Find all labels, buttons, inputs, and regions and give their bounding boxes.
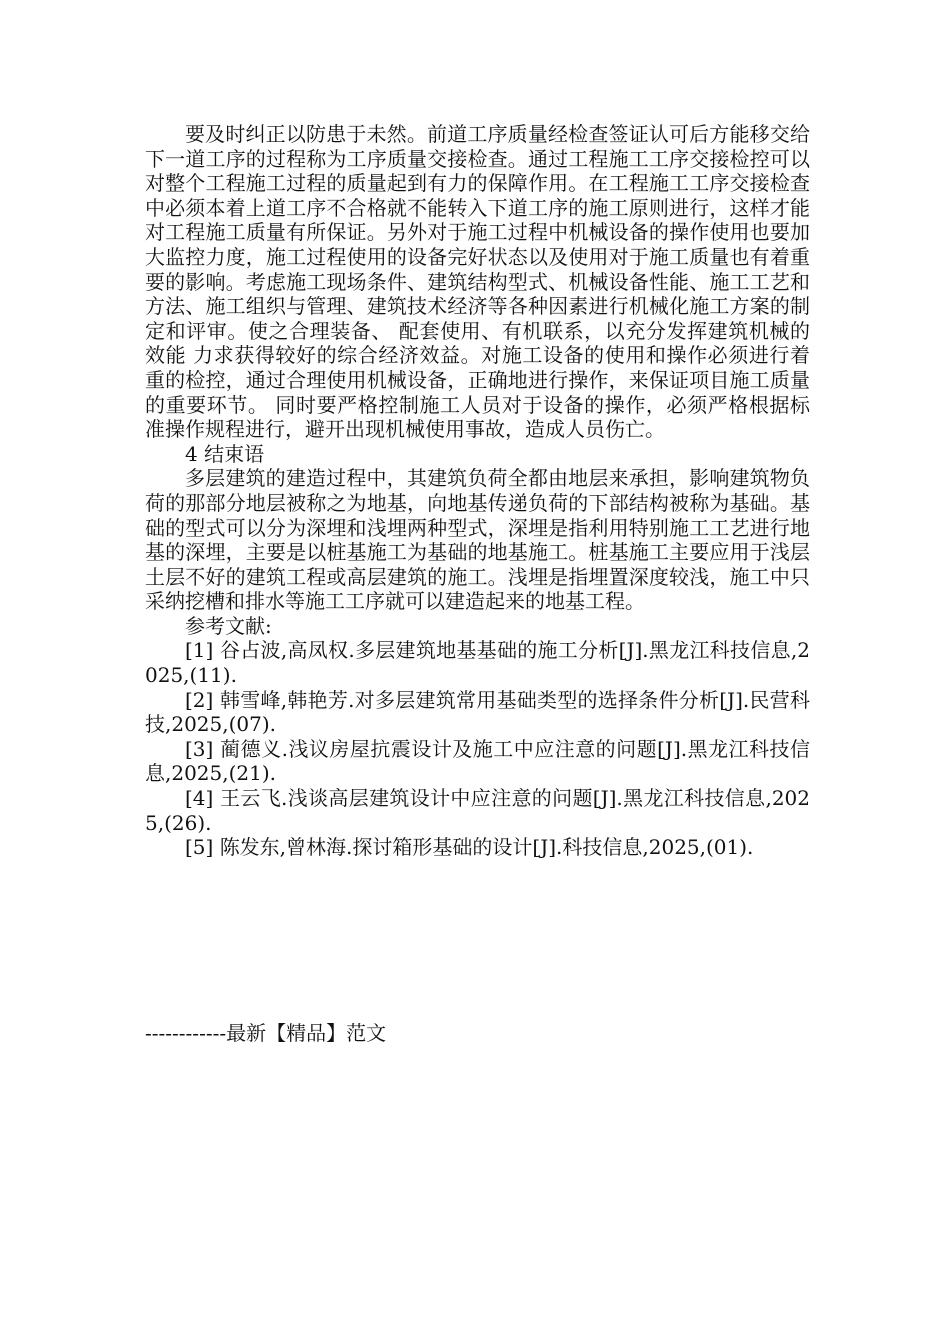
reference-item: [1] 谷占波,高凤权.多层建筑地基基础的施工分析[J].黑龙江科技信息,2025,(11).	[145, 638, 810, 688]
footer-text: ------------最新【精品】范文	[145, 1021, 387, 1045]
section-heading: 4 结束语	[185, 441, 265, 466]
body-paragraph-2: 多层建筑的建造过程中，其建筑负荷全都由地层来承担，影响建筑物负荷的那部分地层被称之为地基，向地基传递负荷的下部结构被称为基础。基础的型式可以分为深埋和浅埋两种型式，深埋是指利用特别施工工艺进行地基的深埋，主要是以桩基施工为基础的地基施工。桩基施工主要应用于浅层土层不好的建筑工程或高层建筑的施工。浅埋是指埋置深度较浅，施工中只采纳挖槽和排水等施工工序就可以建造起来的地基工程。	[145, 466, 810, 614]
reference-item: [3] 蔺德义.浅议房屋抗震设计及施工中应注意的问题[J].黑龙江科技信息,2025,(21).	[145, 736, 810, 786]
reference-item: [4] 王云飞.浅谈高层建筑设计中应注意的问题[J].黑龙江科技信息,2025,(26).	[145, 786, 810, 835]
references-list	[145, 638, 810, 859]
references-title: 参考文献:	[185, 613, 272, 638]
body-paragraph-1: 要及时纠正以防患于未然。前道工序质量经检查签证认可后方能移交给下一道工序的过程称为工序质量交接检查。通过工程施工工序交接检控可以对整个工程施工过程的质量起到有力的保障作用。在工程施工工序交接检查中必须本着上道工序不合格就不能转入下道工序的施工原则进行，这样才能对工程施工质量有所保证。另外对于施工过程中机械设备的操作使用也要加大监控力度，施工过程使用的设备完好状态以及使用对于施工质量也有着重要的影响。考虑施工现场条件、建筑结构型式、机械设备性能、施工工艺和方法、施工组织与管理、建筑技术经济等各种因素进行机械化施工方案的制定和评审。使之合理装备、 配套使用、有机联系，以充分发挥建筑机械的效能 力求获得较好的综合经济效益。对施工设备的使用和操作必须进行着重的检控，通过合理使用机械设备，正确地进行操作，来保证项目施工质量的重要环节。 同时要严格控制施工人员对于设备的操作，必须严格根据标准操作规程进行，避开出现机械使用事故，造成人员伤亡。	[145, 122, 810, 442]
reference-item: [5] 陈发东,曾林海.探讨箱形基础的设计[J].科技信息,2025,(01).	[185, 835, 754, 860]
document-body	[145, 122, 810, 860]
reference-item: [2] 韩雪峰,韩艳芳.对多层建筑常用基础类型的选择条件分析[J].民营科技,2025,(07).	[145, 687, 810, 737]
